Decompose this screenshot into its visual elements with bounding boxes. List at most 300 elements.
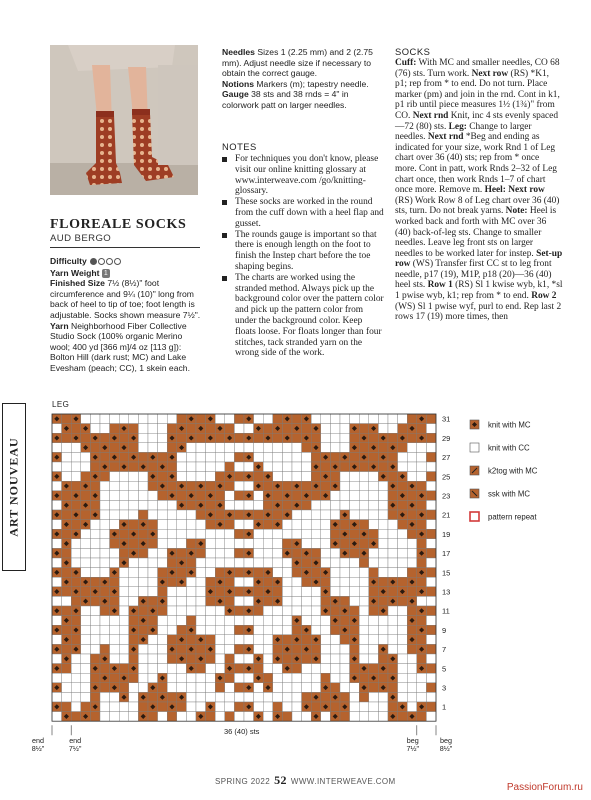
chart-cell — [206, 712, 216, 722]
chart-cell — [311, 472, 321, 482]
chart-cell — [206, 577, 216, 587]
chart-cell — [321, 644, 331, 654]
chart-cell — [110, 673, 120, 683]
chart-cell — [350, 702, 360, 712]
chart-cell — [158, 635, 168, 645]
chart-cell — [177, 529, 187, 539]
chart-cell — [292, 683, 302, 693]
chart-cell — [417, 520, 427, 530]
chart-cell — [158, 616, 168, 626]
chart-cell — [282, 702, 292, 712]
chart-cell — [81, 433, 91, 443]
chart-cell — [321, 443, 331, 453]
chart-cell — [311, 702, 321, 712]
chart-cell — [81, 625, 91, 635]
chart-cell — [234, 462, 244, 472]
chart-cell — [119, 452, 129, 462]
chart-cell — [129, 558, 139, 568]
chart-cell — [282, 577, 292, 587]
chart-cell — [71, 472, 81, 482]
chart-cell — [388, 452, 398, 462]
chart-cell — [177, 712, 187, 722]
footer: SPRING 2022 52 WWW.INTERWEAVE.COM — [215, 773, 396, 787]
chart-cell — [234, 596, 244, 606]
chart-cell — [158, 539, 168, 549]
chart-cell — [186, 462, 196, 472]
chart-cell — [138, 644, 148, 654]
chart-cell — [244, 673, 254, 683]
chart-cell — [100, 452, 110, 462]
chart-cell — [398, 520, 408, 530]
chart-cell — [407, 568, 417, 578]
chart-cell — [90, 625, 100, 635]
chart-cell — [71, 683, 81, 693]
chart-cell — [273, 443, 283, 453]
chart-cell — [302, 472, 312, 482]
chart-cell — [311, 433, 321, 443]
chart-cell — [215, 433, 225, 443]
chart-cell — [186, 616, 196, 626]
chart-cell — [426, 673, 436, 683]
chart-cell — [167, 692, 177, 702]
chart-cell — [417, 654, 427, 664]
chart-cell — [273, 683, 283, 693]
chart-cell — [311, 452, 321, 462]
chart-cell — [263, 606, 273, 616]
chart-cell — [292, 520, 302, 530]
chart-cell — [71, 616, 81, 626]
chart-cell — [206, 443, 216, 453]
chart-cell — [359, 424, 369, 434]
chart-cell — [234, 558, 244, 568]
chart-cell — [407, 443, 417, 453]
chart-cell — [196, 644, 206, 654]
chart-cell — [62, 472, 72, 482]
chart-cell — [215, 568, 225, 578]
chart-cell — [215, 443, 225, 453]
chart-cell — [426, 500, 436, 510]
chart-cell — [378, 702, 388, 712]
chart-cell — [398, 673, 408, 683]
chart-cell — [302, 443, 312, 453]
chart-cell — [388, 424, 398, 434]
chart-cell — [110, 635, 120, 645]
chart-cell — [263, 481, 273, 491]
chart-cell — [292, 462, 302, 472]
chart-cell — [359, 596, 369, 606]
chart-cell — [81, 491, 91, 501]
chart-cell — [330, 414, 340, 424]
chart-cell — [225, 520, 235, 530]
chart-cell — [71, 481, 81, 491]
chart-cell — [148, 712, 158, 722]
chart-cell — [263, 692, 273, 702]
chart-cell — [282, 596, 292, 606]
chart-cell — [225, 625, 235, 635]
chart-cell — [398, 452, 408, 462]
chart-cell — [234, 520, 244, 530]
chart-cell — [186, 587, 196, 597]
chart-cell — [417, 692, 427, 702]
chart-cell — [71, 654, 81, 664]
chart-cell — [148, 414, 158, 424]
designer-name: AUD BERGO — [50, 233, 112, 244]
chart-cell — [407, 654, 417, 664]
chart-cell — [254, 529, 264, 539]
chart-cell — [177, 472, 187, 482]
chart-cell — [330, 635, 340, 645]
chart-cell — [407, 433, 417, 443]
chart-cell — [388, 625, 398, 635]
chart-cell — [378, 548, 388, 558]
row-number: 11 — [442, 606, 450, 616]
chart-cell — [138, 500, 148, 510]
chart-cell — [350, 510, 360, 520]
notes-heading: NOTES — [222, 141, 257, 152]
chart-cell — [244, 712, 254, 722]
chart-cell — [186, 424, 196, 434]
chart-cell — [311, 510, 321, 520]
chart-cell — [254, 644, 264, 654]
chart-cell — [244, 481, 254, 491]
chart-cell — [234, 625, 244, 635]
chart-cell — [110, 472, 120, 482]
chart-cell — [407, 472, 417, 482]
chart-cell — [138, 510, 148, 520]
chart-cell — [311, 568, 321, 578]
chart-cell — [177, 491, 187, 501]
chart-cell — [206, 520, 216, 530]
chart-cell — [388, 510, 398, 520]
chart-cell — [90, 577, 100, 587]
chart-cell — [52, 481, 62, 491]
chart-cell — [407, 625, 417, 635]
chart-cell — [81, 654, 91, 664]
chart-cell — [234, 539, 244, 549]
chart-cell — [186, 539, 196, 549]
chart-cell — [167, 712, 177, 722]
chart-cell — [378, 635, 388, 645]
chart-cell — [426, 520, 436, 530]
chart-cell — [417, 683, 427, 693]
chart-cell — [273, 692, 283, 702]
chart-cell — [81, 702, 91, 712]
chart-cell — [81, 452, 91, 462]
chart-cell — [100, 500, 110, 510]
chart-cell — [186, 635, 196, 645]
chart-cell — [129, 596, 139, 606]
chart-cell — [426, 433, 436, 443]
chart-cell — [148, 635, 158, 645]
chart-cell — [148, 424, 158, 434]
chart-cell — [206, 462, 216, 472]
chart-cell — [263, 702, 273, 712]
chart-cell — [148, 510, 158, 520]
chart-cell — [215, 539, 225, 549]
chart-cell — [398, 625, 408, 635]
chart-cell — [62, 683, 72, 693]
chart-cell — [129, 424, 139, 434]
chart-cell — [177, 452, 187, 462]
chart-cell — [417, 596, 427, 606]
chart-cell — [90, 520, 100, 530]
chart-cell — [62, 664, 72, 674]
chart-cell — [52, 692, 62, 702]
chart-cell — [100, 568, 110, 578]
chart-cell — [321, 500, 331, 510]
chart-cell — [196, 462, 206, 472]
chart-cell — [340, 481, 350, 491]
chart-cell — [81, 683, 91, 693]
chart-cell — [388, 664, 398, 674]
chart-cell — [350, 692, 360, 702]
legend-label: knit with CC — [488, 443, 530, 453]
chart-cell — [340, 664, 350, 674]
chart-cell — [359, 692, 369, 702]
row-number: 27 — [442, 453, 451, 463]
section-tab-label: ART NOUVEAU — [6, 437, 21, 537]
chart-cell — [215, 625, 225, 635]
chart-cell — [398, 606, 408, 616]
chart-cell — [167, 539, 177, 549]
chart-cell — [398, 712, 408, 722]
chart-cell — [426, 577, 436, 587]
chart-cell — [148, 500, 158, 510]
chart-cell — [330, 654, 340, 664]
chart-cell — [273, 673, 283, 683]
legend-cc-swatch — [470, 443, 479, 452]
chart-cell — [426, 683, 436, 693]
chart-cell — [206, 539, 216, 549]
chart-cell — [158, 491, 168, 501]
chart-cell — [254, 625, 264, 635]
chart-cell — [254, 616, 264, 626]
chart-cell — [81, 539, 91, 549]
chart-cell — [426, 462, 436, 472]
chart-cell — [62, 692, 72, 702]
chart-cell — [273, 616, 283, 626]
chart-cell — [263, 452, 273, 462]
chart-cell — [426, 539, 436, 549]
chart-cell — [234, 616, 244, 626]
chart-cell — [225, 500, 235, 510]
chart-cell — [225, 491, 235, 501]
chart-cell — [215, 712, 225, 722]
chart-cell — [244, 462, 254, 472]
chart-cell — [110, 702, 120, 712]
chart-cell — [167, 500, 177, 510]
chart-cell — [129, 683, 139, 693]
chart-cell — [234, 491, 244, 501]
chart-cell — [340, 568, 350, 578]
chart-cell — [330, 625, 340, 635]
chart-cell — [234, 433, 244, 443]
chart-cell — [81, 635, 91, 645]
chart-cell — [426, 702, 436, 712]
difficulty-label: Difficulty — [50, 256, 87, 266]
chart-cell — [302, 424, 312, 434]
chart-cell — [407, 558, 417, 568]
chart-cell — [292, 664, 302, 674]
chart-cell — [292, 702, 302, 712]
chart-cell — [321, 548, 331, 558]
yarn-weight-badge: 1 — [103, 269, 108, 277]
chart-cell — [417, 481, 427, 491]
chart-cell — [302, 500, 312, 510]
chart-cell — [206, 664, 216, 674]
chart-cell — [340, 462, 350, 472]
chart-cell — [186, 654, 196, 664]
chart-cell — [292, 596, 302, 606]
chart-cell — [282, 462, 292, 472]
chart-cell — [119, 625, 129, 635]
chart-cell — [158, 606, 168, 616]
chart-cell — [225, 635, 235, 645]
chart-cell — [206, 558, 216, 568]
chart-cell — [292, 548, 302, 558]
chart-cell — [378, 510, 388, 520]
chart-cell — [62, 568, 72, 578]
chart-cell — [138, 664, 148, 674]
chart-cell — [340, 654, 350, 664]
chart-cell — [71, 596, 81, 606]
chart-cell — [196, 664, 206, 674]
chart-cell — [369, 433, 379, 443]
chart-cell — [81, 548, 91, 558]
chart-cell — [90, 635, 100, 645]
chart-cell — [302, 606, 312, 616]
chart-cell — [407, 702, 417, 712]
chart-cell — [148, 520, 158, 530]
chart-cell — [196, 568, 206, 578]
chart-cell — [254, 664, 264, 674]
chart-cell — [119, 529, 129, 539]
chart-cell — [158, 472, 168, 482]
chart-cell — [302, 481, 312, 491]
chart-cell — [417, 673, 427, 683]
chart-cell — [407, 539, 417, 549]
chart-cell — [388, 539, 398, 549]
beg-label: beg — [406, 736, 419, 746]
chart-cell — [100, 558, 110, 568]
chart-cell — [196, 606, 206, 616]
chart-cell — [148, 568, 158, 578]
chart-cell — [206, 683, 216, 693]
chart-cell — [340, 596, 350, 606]
chart-cell — [330, 452, 340, 462]
chart-cell — [378, 558, 388, 568]
chart-cell — [129, 568, 139, 578]
chart-cell — [129, 616, 139, 626]
chart-cell — [71, 558, 81, 568]
chart-cell — [407, 529, 417, 539]
chart-cell — [148, 558, 158, 568]
chart-cell — [350, 529, 360, 539]
chart-cell — [234, 635, 244, 645]
chart-cell — [398, 424, 408, 434]
chart-cell — [388, 414, 398, 424]
chart-cell — [398, 635, 408, 645]
chart-cell — [340, 443, 350, 453]
chart-cell — [359, 606, 369, 616]
chart-cell — [398, 692, 408, 702]
chart-cell — [158, 414, 168, 424]
chart-cell — [138, 548, 148, 558]
chart-cell — [186, 712, 196, 722]
chart-cell — [407, 673, 417, 683]
chart-cell — [71, 462, 81, 472]
chart-cell — [81, 664, 91, 674]
chart-cell — [234, 481, 244, 491]
chart-cell — [167, 635, 177, 645]
row-number: 5 — [442, 664, 447, 674]
chart-cell — [369, 692, 379, 702]
chart-cell — [273, 510, 283, 520]
chart-cell — [119, 702, 129, 712]
chart-cell — [378, 481, 388, 491]
chart-cell — [282, 539, 292, 549]
chart-cell — [81, 616, 91, 626]
chart-cell — [311, 520, 321, 530]
chart-cell — [52, 596, 62, 606]
chart-cell — [369, 654, 379, 664]
chart-cell — [129, 654, 139, 664]
chart-cell — [215, 510, 225, 520]
chart-cell — [369, 414, 379, 424]
chart-cell — [302, 692, 312, 702]
chart-cell — [167, 481, 177, 491]
chart-cell — [330, 424, 340, 434]
chart-cell — [90, 558, 100, 568]
chart-cell — [244, 558, 254, 568]
chart-cell — [340, 616, 350, 626]
chart-cell — [369, 491, 379, 501]
chart-cell — [340, 712, 350, 722]
chart-cell — [177, 414, 187, 424]
chart-cell — [330, 587, 340, 597]
chart-cell — [138, 414, 148, 424]
chart-cell — [138, 529, 148, 539]
chart-cell — [225, 644, 235, 654]
chart-cell — [273, 558, 283, 568]
chart-cell — [302, 539, 312, 549]
chart-cell — [254, 568, 264, 578]
chart-cell — [71, 539, 81, 549]
chart-cell — [321, 616, 331, 626]
chart-cell — [321, 596, 331, 606]
chart-cell — [398, 462, 408, 472]
chart-cell — [263, 596, 273, 606]
yarn-weight-label: Yarn Weight — [50, 267, 100, 278]
chart-cell — [263, 654, 273, 664]
chart-cell — [398, 644, 408, 654]
chart-cell — [177, 606, 187, 616]
chart-cell — [186, 472, 196, 482]
chart-cell — [407, 692, 417, 702]
chart-cell — [158, 664, 168, 674]
chart-cell — [244, 596, 254, 606]
chart-cell — [359, 568, 369, 578]
chart-cell — [340, 520, 350, 530]
chart-cell — [359, 520, 369, 530]
chart-cell — [254, 692, 264, 702]
chart-cell — [292, 491, 302, 501]
chart-cell — [321, 433, 331, 443]
chart-cell — [254, 414, 264, 424]
chart-cell — [340, 558, 350, 568]
chart-cell — [167, 510, 177, 520]
chart-cell — [119, 596, 129, 606]
